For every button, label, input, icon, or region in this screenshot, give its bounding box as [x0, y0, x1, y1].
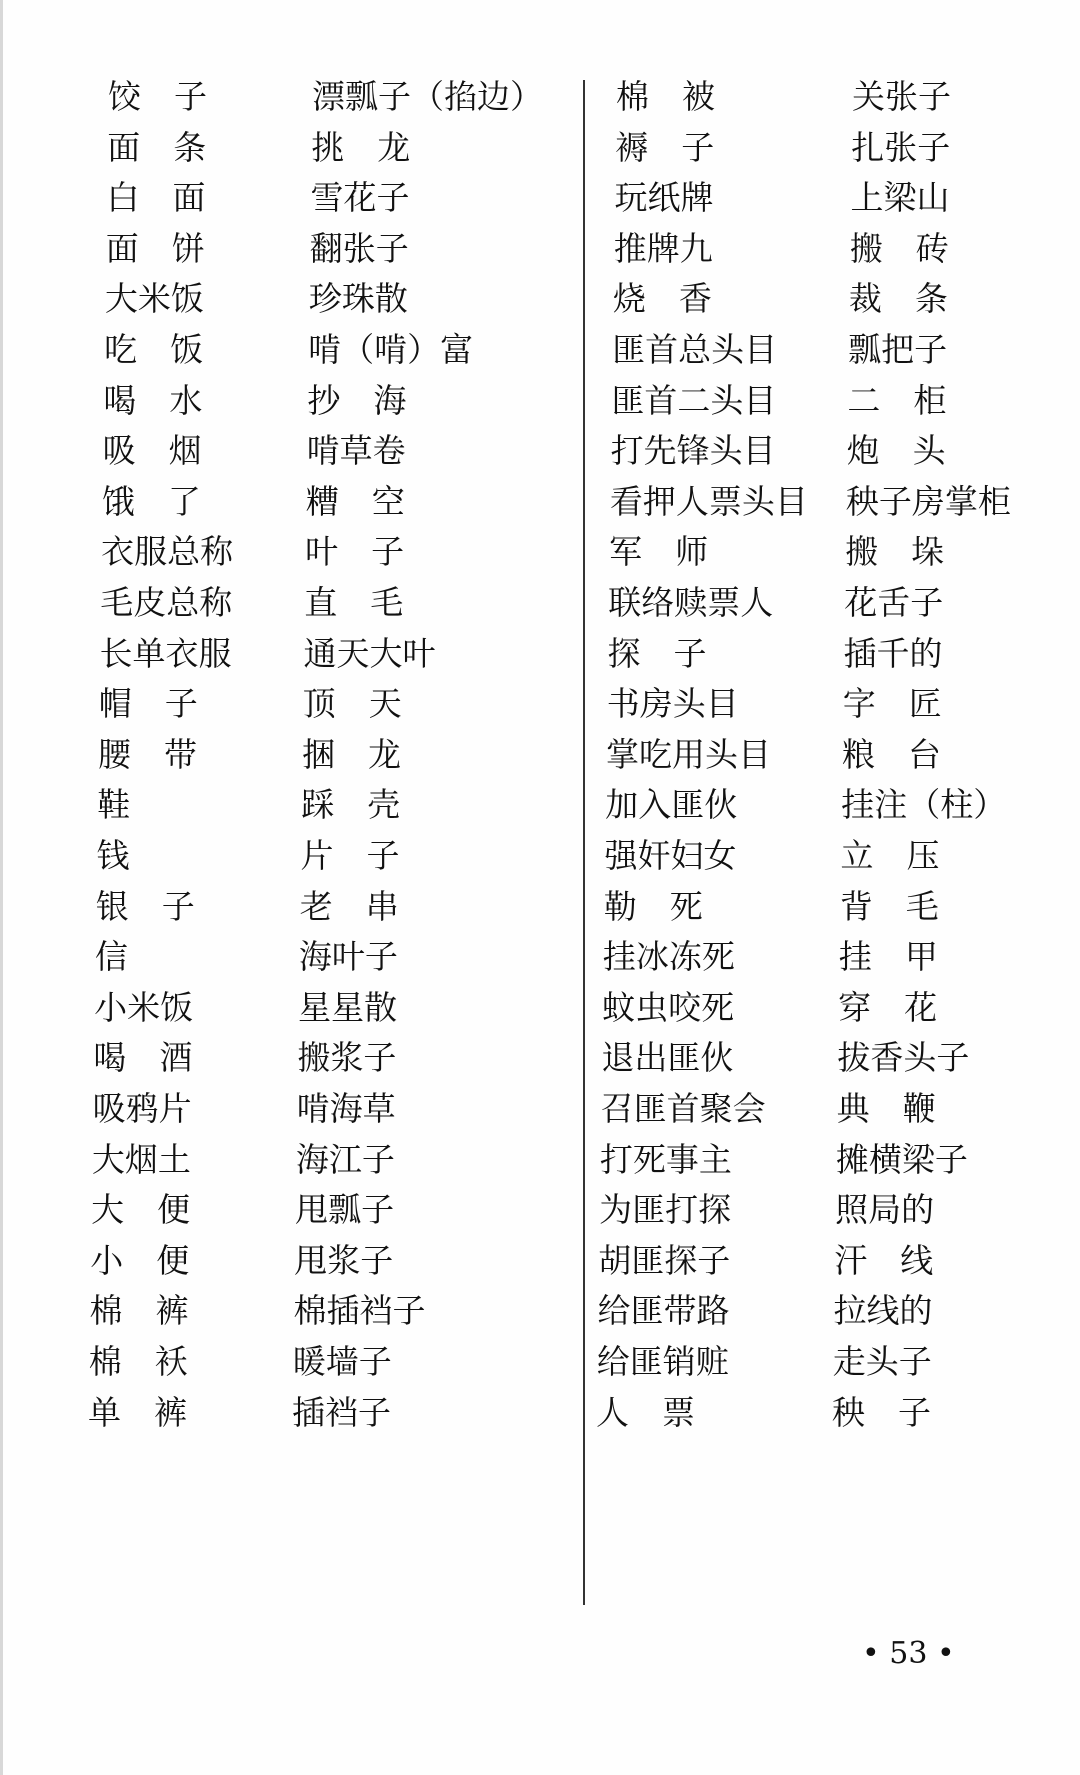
glossary-term: 胡匪探子	[598, 1240, 731, 1280]
glossary-term: 匪首二头目	[611, 380, 777, 420]
glossary-slang: 甩浆子	[294, 1240, 394, 1280]
glossary-term: 推牌九	[613, 228, 713, 268]
glossary-term: 强奸妇女	[604, 836, 737, 875]
glossary-term: 吃 饭	[104, 330, 204, 369]
glossary-slang: 裁 条	[848, 279, 948, 319]
glossary-term: 衣服总称	[101, 532, 234, 572]
glossary-slang: 花舌子	[844, 583, 944, 622]
glossary-slang: 棉插裆子	[293, 1291, 426, 1331]
glossary-term: 退出匪伙	[601, 1038, 734, 1078]
glossary-term: 褥 子	[615, 127, 715, 167]
glossary-term: 烧 香	[612, 279, 712, 319]
glossary-term: 联络赎票人	[608, 583, 774, 622]
glossary-slang: 挑 龙	[311, 127, 411, 167]
glossary-slang: 挂注（柱）	[841, 785, 1007, 825]
glossary-slang: 老 串	[299, 886, 399, 926]
glossary-term: 看押人票头目	[609, 481, 808, 521]
glossary-slang: 瓢把子	[848, 330, 948, 369]
glossary-slang: 片 子	[300, 836, 400, 875]
glossary-term: 鞋	[97, 785, 131, 825]
glossary-term: 玩纸牌	[614, 178, 714, 218]
glossary-term: 挂冰冻死	[602, 937, 735, 977]
glossary-slang: 插裆子	[292, 1392, 391, 1432]
glossary-slang: 走头子	[832, 1342, 932, 1381]
glossary-slang: 海叶子	[298, 937, 398, 977]
glossary-term: 召匪首聚会	[600, 1089, 766, 1128]
glossary-term: 单 裤	[88, 1392, 187, 1432]
glossary-term: 信	[94, 937, 128, 977]
glossary-term: 帽 子	[98, 684, 198, 724]
glossary-slang: 穿 花	[838, 987, 938, 1027]
glossary-slang: 叶 子	[305, 532, 405, 572]
glossary-term: 面 饼	[105, 228, 205, 268]
glossary-term: 掌吃用头目	[606, 734, 771, 774]
glossary-slang: 挂 甲	[838, 937, 938, 977]
glossary-term: 打先锋头目	[610, 431, 776, 471]
glossary-term: 大 便	[91, 1190, 191, 1230]
glossary-term: 长单衣服	[99, 633, 232, 673]
glossary-slang: 啃草卷	[306, 431, 406, 471]
glossary-slang: 星星散	[298, 987, 398, 1027]
glossary-term: 小 便	[90, 1240, 190, 1280]
glossary-term: 探 子	[607, 633, 707, 673]
glossary-slang: 照局的	[835, 1190, 935, 1230]
glossary-term: 吸鸦片	[92, 1089, 192, 1128]
glossary-term: 棉 裤	[89, 1291, 189, 1331]
glossary-slang: 拔香头子	[837, 1038, 970, 1078]
glossary-term: 吸 烟	[102, 431, 202, 471]
glossary-term: 人 票	[596, 1392, 695, 1432]
glossary-slang: 摊横梁子	[835, 1139, 968, 1179]
glossary-term: 喝 酒	[93, 1038, 193, 1078]
glossary-slang: 粮 台	[842, 734, 941, 774]
glossary-slang: 字 匠	[842, 684, 942, 724]
glossary-slang: 啃海草	[296, 1089, 396, 1128]
glossary-slang: 通天大叶	[303, 633, 436, 673]
glossary-term: 棉 被	[616, 77, 715, 116]
glossary-term: 为匪打探	[599, 1190, 732, 1230]
glossary-slang: 搬 砖	[849, 228, 949, 268]
glossary-slang: 背 毛	[839, 886, 939, 926]
page-left-edge	[0, 0, 3, 1775]
glossary-term: 面 条	[107, 127, 207, 167]
glossary-term: 钱	[96, 836, 130, 875]
glossary-slang: 拉线的	[833, 1291, 933, 1331]
glossary-slang: 雪花子	[310, 178, 410, 218]
glossary-term: 毛皮总称	[100, 583, 233, 622]
glossary-term: 腰 带	[98, 734, 197, 774]
glossary-slang: 甩瓢子	[295, 1190, 395, 1230]
glossary-term: 勒 死	[603, 886, 703, 926]
glossary-slang: 搬 垛	[845, 532, 945, 572]
glossary-slang: 海江子	[295, 1139, 395, 1179]
glossary-slang: 插千的	[843, 633, 943, 673]
glossary-slang: 二 柜	[847, 380, 947, 420]
glossary-slang: 扎张子	[851, 127, 951, 167]
glossary-slang: 上梁山	[850, 178, 950, 218]
glossary-term: 大烟土	[91, 1139, 191, 1179]
glossary-term: 蚊虫咬死	[602, 987, 735, 1027]
glossary-slang: 抄 海	[307, 380, 407, 420]
glossary-slang: 珍珠散	[308, 279, 408, 319]
glossary-slang: 典 鞭	[836, 1089, 936, 1128]
glossary-term: 大米饭	[104, 279, 204, 319]
column-divider	[583, 80, 585, 1605]
glossary-term: 棉 袄	[88, 1342, 188, 1381]
glossary-slang: 翻张子	[309, 228, 409, 268]
glossary-slang: 汗 线	[834, 1240, 934, 1280]
glossary-term: 军 师	[609, 532, 709, 572]
glossary-slang: 啃（啃）富	[308, 330, 474, 369]
glossary-slang: 直 毛	[304, 583, 404, 622]
glossary-term: 给匪销赃	[596, 1342, 729, 1381]
glossary-term: 给匪带路	[597, 1291, 730, 1331]
glossary-term: 书房头目	[606, 684, 739, 724]
glossary-term: 白 面	[106, 178, 206, 218]
glossary-slang: 炮 头	[846, 431, 946, 471]
glossary-term: 加入匪伙	[605, 785, 738, 825]
glossary-slang: 关张子	[852, 77, 951, 116]
page-number: • 53 •	[862, 1636, 955, 1671]
glossary-term: 打死事主	[599, 1139, 732, 1179]
glossary-slang: 立 压	[840, 836, 940, 875]
glossary-slang: 顶 天	[302, 684, 402, 724]
glossary-term: 饿 了	[101, 481, 201, 521]
glossary-slang: 秧子房掌柜	[845, 481, 1011, 521]
glossary-term: 小米饭	[94, 987, 194, 1027]
glossary-term: 喝 水	[103, 380, 203, 420]
glossary-slang: 踩 壳	[301, 785, 401, 825]
glossary-term: 饺 子	[108, 77, 207, 116]
glossary-term: 匪首总头目	[612, 330, 778, 369]
glossary-term: 银 子	[95, 886, 195, 926]
glossary-slang: 暖墙子	[292, 1342, 392, 1381]
glossary-slang: 糟 空	[305, 481, 405, 521]
glossary-slang: 秧 子	[832, 1392, 931, 1432]
glossary-slang: 捆 龙	[302, 734, 401, 774]
glossary-slang: 漂瓢子（掐边）	[312, 77, 543, 116]
glossary-slang: 搬浆子	[297, 1038, 397, 1078]
